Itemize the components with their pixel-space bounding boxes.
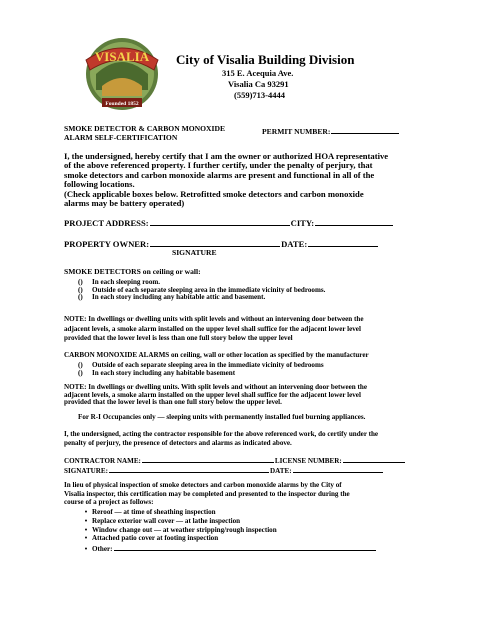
contractor-name-field[interactable] — [142, 455, 274, 463]
permit-number-label: PERMIT NUMBER: — [262, 127, 331, 136]
smoke-item-1[interactable]: () In each sleeping room. — [78, 278, 161, 286]
city-field[interactable] — [315, 217, 393, 226]
permit-number-row — [262, 125, 400, 136]
contractor-signature-field[interactable] — [109, 465, 269, 473]
license-number-field[interactable] — [343, 455, 405, 463]
smoke-item-3[interactable]: () In each story including any habitable attic and basement. — [78, 293, 266, 302]
bullet-icon: • — [84, 534, 88, 543]
logo-founded: Founded 1852 — [105, 101, 139, 107]
license-number-label: LICENSE NUMBER: — [274, 457, 342, 465]
other-field[interactable] — [114, 543, 376, 551]
smoke-note: NOTE: In dwellings or dwelling units with split levels and without an intervening door between the adjacent levels, a smoke alarm installed on the upper level shall suffice for the adjacent lower level provided that the lower level is less than one full story below the upper level — [64, 315, 364, 343]
co-item-1[interactable]: () Outside of each separate sleeping area in the immediate vicinity of bedrooms — [78, 361, 324, 369]
inspection-item-3: • Window change out — at weather stripping/rough inspection — [80, 526, 377, 535]
contractor-signature-row — [64, 465, 384, 476]
bullet-icon: • — [84, 508, 88, 516]
property-owner-row — [64, 238, 379, 249]
city-label: CITY: — [290, 218, 315, 228]
form-title-line2: ALARM SELF-CERTIFICATION — [64, 133, 178, 142]
property-owner-label: PROPERTY OWNER: — [64, 239, 150, 249]
checkbox: () — [78, 361, 83, 369]
r1-occupancy-note: For R-I Occupancies only — sleeping units with permanently installed fuel burning appliances. — [78, 413, 366, 421]
co-item-2[interactable]: () In each story including any habitable basement — [78, 368, 236, 377]
bullet-icon: • — [84, 525, 88, 534]
contractor-date-field[interactable] — [293, 465, 383, 473]
project-address-field[interactable] — [150, 217, 290, 226]
city-address: 315 E. Acequia Ave. — [222, 68, 294, 78]
city-seal-logo — [82, 30, 162, 114]
project-address-row — [64, 217, 394, 228]
contractor-signature-label: SIGNATURE: — [64, 467, 109, 475]
checkbox: () — [78, 278, 83, 286]
inspection-list — [80, 508, 377, 554]
inspection-other-row — [80, 543, 377, 554]
signature-caption: SIGNATURE — [172, 248, 217, 257]
bullet-icon: • — [84, 545, 88, 554]
owner-date-field[interactable] — [308, 238, 378, 247]
contractor-date-label: DATE: — [270, 467, 292, 475]
smoke-checkbox-list — [78, 279, 325, 302]
checkbox: () — [78, 368, 83, 377]
contractor-name-label: CONTRACTOR NAME: — [64, 457, 141, 465]
city-title: City of Visalia Building Division — [176, 52, 355, 67]
checkbox: () — [78, 285, 83, 294]
checkbox: () — [78, 293, 83, 302]
inspection-paragraph: In lieu of physical inspection of smoke detectors and carbon monoxide alarms by the City of Visalia inspector, this certification may be completed and presented to the inspector during the course of a project as follows: — [64, 481, 350, 507]
co-checkbox-list — [78, 362, 324, 377]
certification-paragraph: I, the undersigned, hereby certify that I am the owner or authorized HOA representative of the above referenced property. I further certify, under the penalty of perjury, that smoke detectors and carbon monoxide alarms are present and functional in all of the following locations. (Check applicable boxes below. Retrofitted smoke detectors and carbon monoxide alarms may be battery operated) — [64, 151, 389, 209]
form-title-line1: SMOKE DETECTOR & CARBON MONOXIDE — [64, 124, 226, 133]
owner-date-label: DATE: — [281, 239, 308, 249]
bullet-icon: • — [84, 516, 88, 525]
logo-text: VISALIA — [94, 49, 150, 64]
inspection-item-4: • Attached patio cover at footing inspection — [80, 534, 377, 543]
project-address-label: PROJECT ADDRESS: — [64, 218, 149, 228]
co-note: NOTE: In dwellings or dwelling units. With split levels and without an intervening door between the adjacent levels, a smoke alarm installed on the upper level shall suffice for the adjacent lower level provided that the lower level is than one full story below the upper level. — [64, 383, 367, 407]
smoke-heading: SMOKE DETECTORS on ceiling or wall: — [64, 267, 201, 276]
property-owner-field[interactable] — [150, 238, 280, 247]
smoke-item-2[interactable]: () Outside of each separate sleeping area in the immediate vicinity of bedrooms. — [78, 285, 326, 294]
permit-number-field[interactable] — [331, 125, 399, 134]
inspection-item-2: • Replace exterior wall cover — at lathe inspection — [80, 517, 377, 526]
city-phone: (559)713-4444 — [234, 90, 285, 100]
other-label: Other: — [92, 545, 113, 554]
city-state-zip: Visalia Ca 93291 — [228, 79, 289, 89]
inspection-item-1: • Reroof — at time of sheathing inspection — [80, 508, 377, 517]
co-heading: CARBON MONOXIDE ALARMS on ceiling, wall or other location as specified by the manufacturer — [64, 351, 369, 359]
contractor-paragraph: I, the undersigned, acting the contractor responsible for the above referenced work, do certify under the penalty of perjury, the presence of detectors and alarms as indicated above. — [64, 430, 379, 447]
